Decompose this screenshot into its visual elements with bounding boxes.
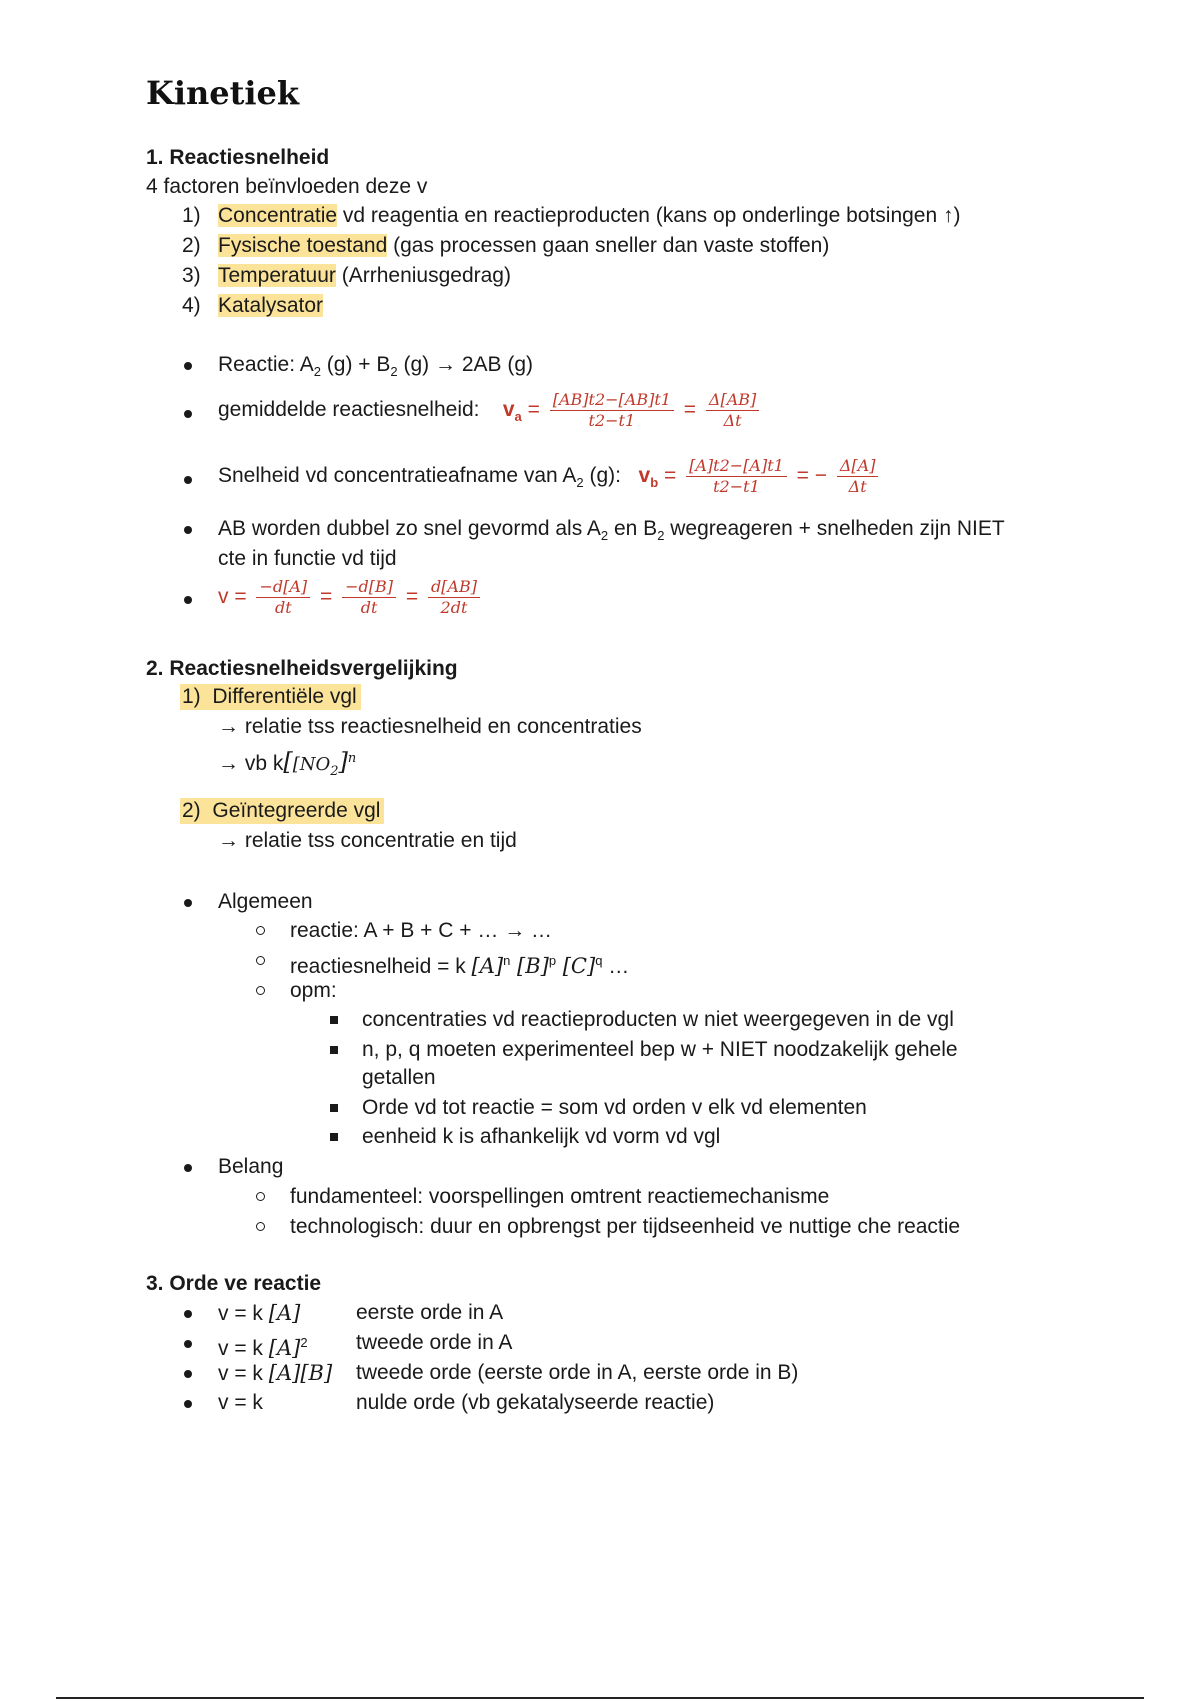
- circle-bullet: [256, 926, 265, 935]
- differential-label: 1) Differentiële vgl: [180, 684, 361, 710]
- bullet-dot: [184, 1370, 192, 1378]
- fraction: $\frac{[AB]t2-[AB]t1}{t2-t1}$: [550, 390, 674, 431]
- order-desc: eerste orde in A: [356, 1301, 504, 1324]
- fraction: $\frac{-d[B]}{dt}$: [342, 577, 396, 618]
- fraction: $\frac{[A]t2-[A]t1}{t2-t1}$: [686, 456, 787, 497]
- order-desc: tweede orde (eerste orde in A, eerste orde in B): [356, 1361, 799, 1384]
- factor-highlight: Fysische toestand: [218, 234, 388, 257]
- page-title: Kinetiek: [146, 74, 300, 112]
- factor-text: vd reagentia en reactieproducten (kans op onderlinge botsingen ↑): [337, 204, 961, 227]
- order-desc: tweede orde in A: [356, 1331, 513, 1354]
- circle-bullet: [256, 1222, 265, 1231]
- algemeen-label: Algemeen: [218, 890, 313, 913]
- double-rate-line-2: cte in functie vd tijd: [218, 547, 397, 570]
- differential-example: → vb $k[[NO_2]^n$: [218, 748, 357, 780]
- bullet-dot: [184, 362, 192, 370]
- bullet-dot: [184, 1310, 192, 1318]
- factor-highlight: Katalysator: [218, 294, 324, 317]
- factor-number: 4): [182, 294, 201, 317]
- note-item: Orde vd tot reactie = som vd orden v elk vd elementen: [362, 1096, 867, 1119]
- factor-number: 3): [182, 264, 201, 287]
- section-1-heading: 1. Reactiesnelheid: [146, 146, 330, 169]
- square-bullet: [330, 1046, 338, 1054]
- circle-bullet: [256, 1192, 265, 1201]
- square-bullet: [330, 1133, 338, 1141]
- opm-label: opm:: [290, 979, 337, 1002]
- bullet-dot: [184, 899, 192, 907]
- general-rate: reactiesnelheid = k $[A]^n$ $[B]^p$ $[C]^q$ …: [290, 953, 630, 978]
- fraction: $\frac{\Delta[A]}{\Delta t}$: [837, 456, 879, 497]
- note-item: concentraties vd reactieproducten w niet weergegeven in de vgl: [362, 1008, 954, 1031]
- bullet-dot: [184, 1164, 192, 1172]
- square-bullet: [330, 1016, 338, 1024]
- fraction: $\frac{\Delta[AB]}{\Delta t}$: [706, 390, 759, 431]
- reaction-line: Reactie: $A_2$ $(g) + B_2$ (g) → 2AB (g): [218, 353, 534, 380]
- factor-text: (gas processen gaan sneller dan vaste stoffen): [387, 234, 830, 257]
- section-2-heading: 2. Reactiesnelheidsvergelijking: [146, 657, 458, 680]
- fraction: $\frac{d[AB]}{2dt}$: [428, 577, 480, 618]
- bullet-dot: [184, 410, 192, 418]
- integrated-label: 2) Geïntegreerde vgl: [180, 798, 384, 824]
- square-bullet: [330, 1104, 338, 1112]
- belang-label: Belang: [218, 1155, 284, 1178]
- order-equation: v = k: [218, 1391, 263, 1414]
- fraction: $\frac{-d[A]}{dt}$: [256, 577, 310, 618]
- note-item-cont: getallen: [362, 1066, 436, 1089]
- factor-highlight: Concentratie: [218, 204, 338, 227]
- section-3-heading: 3. Orde ve reactie: [146, 1272, 322, 1295]
- bullet-dot: [184, 1400, 192, 1408]
- average-rate-line: gemiddelde reactiesnelheid: $v_a$ = $\frac{[AB]t2-[AB]t1}{t2-t1}$ = $\frac{\Delta[AB]}{\Delta t}$: [218, 386, 763, 441]
- section-1-intro: 4 factoren beïnvloeden deze v: [146, 175, 428, 198]
- order-equation: v = k [A][B]: [218, 1361, 333, 1385]
- factor-number: 2): [182, 234, 201, 257]
- page-divider: [56, 1697, 1144, 1699]
- belang-item: technologisch: duur en opbrengst per tijdseenheid ve nuttige che reactie: [290, 1215, 961, 1238]
- bullet-dot: [184, 526, 192, 534]
- note-item: n, p, q moeten experimenteel bep w + NIET noodzakelijk gehele: [362, 1038, 958, 1061]
- order-equation: v = k [A]: [218, 1301, 301, 1325]
- factor-number: 1): [182, 204, 201, 227]
- note-item: eenheid k is afhankelijk vd vorm vd vgl: [362, 1125, 721, 1148]
- rate-symbol: $v_b$: [638, 464, 659, 491]
- rate-symbol: $v_a$: [502, 398, 522, 425]
- circle-bullet: [256, 956, 265, 965]
- factor-highlight: Temperatuur: [218, 264, 336, 287]
- double-rate-line: AB worden dubbel zo snel gevormd als $A_2$ en $B_2$ wegreageren + snelheden zijn NIET: [218, 517, 1005, 544]
- decrease-rate-line: Snelheid vd concentratieafname van $A_2$ (g): $v_b$ = $\frac{[A]t2-[A]t1}{t2-t1}$ = − $\frac{\Delta[A]}{\Delta t}$: [218, 452, 882, 507]
- general-reaction: reactie: A + B + C + … → …: [290, 919, 553, 942]
- differential-desc: → relatie tss reactiesnelheid en concentraties: [218, 715, 642, 738]
- factor-text: (Arrheniusgedrag): [335, 264, 511, 287]
- bullet-dot: [184, 476, 192, 484]
- integrated-desc: → relatie tss concentratie en tijd: [218, 829, 517, 852]
- order-equation: v = k $[A]^2$: [218, 1335, 308, 1360]
- order-desc: nulde orde (vb gekatalyseerde reactie): [356, 1391, 715, 1414]
- bullet-dot: [184, 596, 192, 604]
- rate-equation-line: v = $\frac{-d[A]}{dt}$ = $\frac{-d[B]}{dt}$ = $\frac{d[AB]}{2dt}$: [218, 575, 484, 619]
- belang-item: fundamenteel: voorspellingen omtrent reactiemechanisme: [290, 1185, 830, 1208]
- circle-bullet: [256, 986, 265, 995]
- bullet-dot: [184, 1340, 192, 1348]
